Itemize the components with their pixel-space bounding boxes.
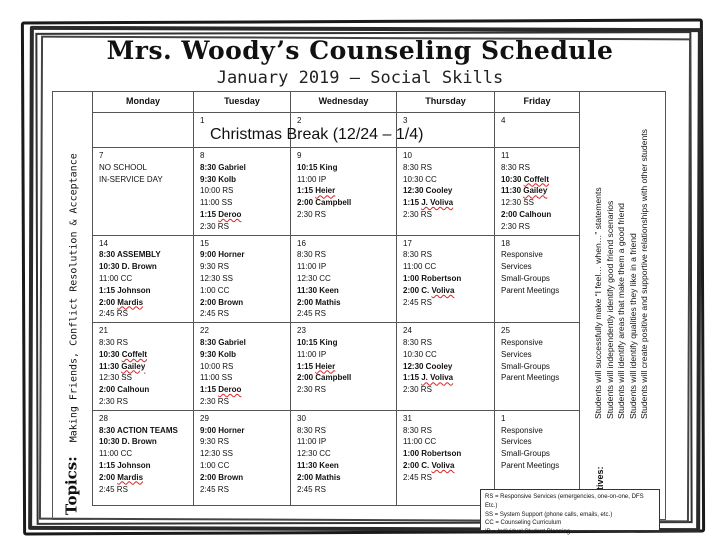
day-cell (194, 323, 291, 411)
entry-name-flagged: J. Voliva (421, 198, 454, 208)
schedule-entry (200, 209, 284, 221)
schedule-entry (297, 174, 390, 186)
day-number: 2 (297, 116, 302, 125)
entry-text: 2:30 RS (297, 385, 326, 395)
day-number: 15 (200, 238, 209, 248)
entry-name-flagged: J. Voliva (421, 373, 454, 383)
week-row (93, 235, 580, 323)
entry-text: 12:30 SS (200, 273, 233, 283)
entry-text: 2:00 C. (403, 460, 432, 470)
day-number: 14 (99, 238, 108, 248)
entry-text: 12:30 CC (297, 273, 331, 283)
schedule-entry (403, 337, 488, 349)
schedule-entry (403, 162, 488, 174)
entry-text: 2:30 RS (99, 396, 128, 406)
entry-text: 1:15 Johnson (99, 285, 151, 295)
entry-text: 1:00 Robertson (403, 449, 462, 459)
schedule-entry (99, 436, 187, 448)
entry-text: 8:30 RS (403, 250, 432, 260)
schedule-entry (99, 273, 187, 285)
schedule-entry (200, 372, 284, 384)
schedule-entry (297, 372, 390, 384)
schedule-entry (99, 460, 187, 472)
schedule-entry (99, 174, 187, 186)
entry-name-flagged: Heier (315, 186, 336, 196)
entry-text: 10:00 RS (200, 361, 234, 371)
schedule-entry (200, 396, 284, 408)
entry-text: 2:00 (99, 472, 118, 482)
entry-text: 2:30 RS (200, 396, 229, 406)
schedule-entry (99, 285, 187, 297)
schedule-entry (501, 221, 573, 233)
entry-text: 2:00 Mathis (297, 297, 341, 307)
entry-text: 1:00 CC (200, 285, 230, 295)
entry-text: 12:30 SS (501, 198, 534, 208)
day-cell (194, 410, 291, 505)
entry-text: 1:15 (403, 373, 422, 383)
entry-text: 2:45 RS (403, 472, 432, 482)
day-cell (93, 235, 194, 323)
day-cell (397, 148, 495, 236)
entry-text: 8:30 Gabriel (200, 162, 246, 172)
day-cell (93, 113, 194, 148)
day-cell (495, 323, 580, 411)
day-number: 7 (99, 151, 104, 160)
objective-item: Students will independently identify good friend scenarios (604, 200, 615, 419)
entry-text: Responsive (501, 425, 543, 435)
schedule-entry (200, 472, 284, 484)
entry-text: 12:30 Cooley (403, 186, 453, 196)
entry-text: Services (501, 349, 532, 359)
schedule-entry (99, 472, 187, 484)
schedule-entry (403, 174, 488, 186)
entry-text: 9:00 Horner (200, 425, 245, 435)
entry-text: 2:45 RS (297, 484, 326, 494)
entry-text: Responsive (501, 250, 543, 260)
schedule-entry (200, 162, 284, 174)
schedule-entry (200, 261, 284, 273)
day-number: 24 (403, 326, 412, 336)
schedule-entry (501, 209, 573, 221)
entry-text: 11:00 CC (403, 437, 437, 447)
entry-text: 2:00 Calhoun (99, 385, 150, 395)
entry-name-flagged: Deroo (218, 385, 242, 395)
schedule-entry (403, 448, 488, 460)
weekday-header-row (93, 92, 580, 113)
entry-text: IN-SERVICE DAY (99, 174, 163, 184)
schedule-entry (501, 249, 573, 261)
entry-text: 2:30 RS (403, 209, 432, 219)
entry-text: 11:00 SS (200, 373, 233, 383)
entry-text: 2:00 Brown (200, 472, 244, 482)
entry-text: 11:30 Keen (297, 460, 339, 470)
schedule-entry (403, 425, 488, 437)
schedule-entry (297, 308, 390, 320)
schedule-entry (403, 197, 488, 209)
objective-item: Students will successfully make “I feel… when…” statements (593, 186, 603, 419)
objectives-list (593, 129, 651, 419)
entry-text: 2:45 RS (99, 484, 128, 494)
entry-text: 1:15 (297, 361, 316, 371)
day-cell (194, 235, 291, 323)
entry-text: Parent Meetings (501, 285, 560, 295)
entry-name-flagged: Heier (315, 361, 336, 371)
entry-name-flagged: Mardis (117, 472, 144, 482)
entry-text: 10:30 (99, 349, 122, 359)
entry-text: 2:45 RS (99, 309, 128, 319)
entry-text: 2:00 (99, 297, 118, 307)
schedule-entry (297, 472, 390, 484)
entry-text: 8:30 ACTION TEAMS (99, 425, 178, 435)
schedule-entry (99, 484, 187, 496)
entry-text: 8:30 RS (403, 162, 432, 172)
schedule-entry (403, 297, 488, 309)
day-cell (93, 410, 194, 505)
schedule-entry (99, 361, 187, 373)
objectives-panel (585, 91, 663, 518)
entry-text: 11:00 IP (297, 349, 327, 359)
entry-text: 1:15 Johnson (99, 460, 151, 470)
day-number: 9 (297, 151, 302, 160)
day-cell (495, 113, 580, 148)
day-cell (194, 148, 291, 236)
schedule-entry (99, 396, 187, 408)
entry-text: 2:45 RS (297, 309, 326, 319)
schedule-entry (403, 273, 488, 285)
schedule-entry (297, 349, 390, 361)
day-number: 29 (200, 413, 209, 423)
schedule-entry (200, 384, 284, 396)
entry-text: 9:30 RS (200, 437, 229, 447)
schedule-entry (501, 425, 573, 437)
schedule-entry (501, 337, 573, 349)
entry-text: 2:00 Calhoun (501, 209, 552, 219)
schedule-entry (501, 436, 573, 448)
schedule-entry (200, 174, 284, 186)
schedule-entry (297, 162, 390, 174)
entry-text: 9:30 RS (200, 262, 229, 272)
schedule-entry (200, 484, 284, 496)
legend-item: SS = System Support (phone calls, emails, etc.) (485, 511, 613, 518)
day-cell (495, 235, 580, 323)
schedule-entry (403, 460, 488, 472)
entry-text: Services (501, 437, 532, 447)
legend-item: IP = Individual Student Planning (485, 529, 571, 536)
entry-text: 8:30 RS (297, 250, 326, 260)
entry-text: 10:30 (501, 174, 524, 184)
entry-text: 2:30 RS (200, 221, 229, 231)
schedule-entry (99, 249, 187, 261)
entry-text: 2:45 RS (403, 297, 432, 307)
day-cell (397, 323, 495, 411)
objective-item: Students will create positive and supportive relationships with other students (639, 128, 649, 419)
schedule-entry (200, 273, 284, 285)
schedule-entry (501, 197, 573, 209)
schedule-entry (200, 185, 284, 197)
entry-text: 8:30 RS (403, 337, 432, 347)
schedule-entry (403, 249, 488, 261)
entry-text: 8:30 RS (99, 337, 128, 347)
schedule-entry (99, 308, 187, 320)
schedule-entry (99, 384, 187, 396)
schedule-entry (200, 308, 284, 320)
weekday-header: Wednesday (291, 92, 397, 113)
schedule-entry (297, 425, 390, 437)
schedule-entry (403, 261, 488, 273)
week-row (93, 323, 580, 411)
entry-text: 10:30 D. Brown (99, 262, 157, 272)
entry-text: 10:30 CC (403, 174, 437, 184)
entry-name-flagged: Gailey (121, 361, 146, 371)
entry-text: 10:15 King (297, 162, 338, 172)
entry-text: 11:30 (99, 361, 122, 371)
entry-text: 10:00 RS (200, 186, 234, 196)
schedule-entry (200, 361, 284, 373)
schedule-entry (99, 372, 187, 384)
day-number: 1 (200, 116, 205, 125)
entry-text: 1:00 CC (200, 460, 230, 470)
objective-item: Students will identify qualities they like in a friend (627, 232, 638, 419)
schedule-entry (99, 337, 187, 349)
day-cell (397, 235, 495, 323)
topics-label: Topics: (62, 455, 81, 515)
schedule-entry (297, 337, 390, 349)
day-number: 25 (501, 326, 510, 336)
entry-text: 9:30 Kolb (200, 349, 237, 359)
entry-name-flagged: Gailey (523, 186, 548, 196)
entry-text: 2:30 RS (403, 385, 432, 395)
schedule-entry (297, 261, 390, 273)
entry-text: Responsive (501, 337, 543, 347)
entry-text: 12:30 CC (297, 449, 331, 459)
schedule-entry (99, 349, 187, 361)
day-cell (291, 235, 397, 323)
day-number: 18 (501, 238, 510, 248)
entry-text: 11:00 CC (99, 273, 133, 283)
day-number: 3 (403, 116, 408, 125)
schedule-entry (403, 361, 488, 373)
entry-text: 11:00 SS (200, 198, 233, 208)
schedule-entry (200, 221, 284, 233)
entry-text: 2:45 RS (200, 484, 229, 494)
schedule-entry (99, 425, 187, 437)
schedule-entry (297, 460, 390, 472)
entry-text: 8:30 RS (403, 425, 432, 435)
weekday-header: Friday (495, 92, 580, 113)
schedule-entry (403, 472, 488, 484)
schedule-entry (403, 209, 488, 221)
entry-text: 2:00 Mathis (297, 472, 341, 482)
entry-text: NO SCHOOL (99, 162, 148, 172)
day-number: 21 (99, 326, 108, 336)
entry-name-flagged: Mardis (117, 297, 144, 307)
schedule-entry (200, 448, 284, 460)
day-number: 30 (297, 413, 306, 423)
weekday-header: Tuesday (194, 92, 291, 113)
day-number: 8 (200, 151, 205, 160)
schedule-entry (99, 162, 187, 174)
entry-name-flagged: Coffelt (121, 349, 148, 359)
entry-text: 2:45 RS (200, 309, 229, 319)
day-number: 4 (501, 116, 506, 125)
schedule-entry (501, 349, 573, 361)
day-cell (495, 148, 580, 236)
entry-text: 10:30 CC (403, 349, 437, 359)
schedule-entry (297, 361, 390, 373)
day-cell (291, 323, 397, 411)
schedule-entry (501, 174, 573, 186)
entry-text: 2:30 RS (297, 209, 326, 219)
day-cell (291, 410, 397, 505)
schedule-entry (403, 436, 488, 448)
schedule-entry (200, 197, 284, 209)
entry-name-flagged: Voliva (431, 285, 455, 295)
week-row (93, 148, 580, 236)
schedule-entry (501, 285, 573, 297)
schedule-entry (501, 273, 573, 285)
schedule-entry (297, 448, 390, 460)
schedule-entry (403, 185, 488, 197)
entry-text: Parent Meetings (501, 373, 560, 383)
schedule-entry (297, 209, 390, 221)
entry-text: Small-Groups (501, 361, 550, 371)
day-number: 1 (501, 413, 506, 423)
christmas-break-label: Christmas Break (12/24 – 1/4) (210, 126, 424, 143)
schedule-entry (297, 484, 390, 496)
page-title: Mrs. Woody’s Counseling Schedule (106, 36, 614, 65)
entry-text: 11:00 CC (403, 262, 437, 272)
schedule-entry (297, 249, 390, 261)
day-number: 31 (403, 413, 412, 423)
schedule-entry (297, 285, 390, 297)
schedule-entry (403, 372, 488, 384)
schedule-entry (99, 261, 187, 273)
entry-text: 2:00 C. (403, 285, 432, 295)
entry-text: Small-Groups (501, 273, 550, 283)
day-cell (291, 148, 397, 236)
entry-text: 11:00 IP (297, 437, 327, 447)
schedule-entry (200, 349, 284, 361)
objective-item: Students will identify areas that make them a good friend (616, 202, 626, 419)
schedule-entry (403, 349, 488, 361)
entry-text: 11:00 CC (99, 449, 133, 459)
schedule-entry (297, 197, 390, 209)
entry-text: 2:00 Campbell (297, 198, 352, 208)
entry-text: 11:30 (501, 186, 524, 196)
entry-name-flagged: Coffelt (523, 174, 550, 184)
entry-text: 2:00 Campbell (297, 373, 352, 383)
schedule-entry (200, 297, 284, 309)
entry-text: 1:15 (403, 198, 422, 208)
schedule-entry (200, 249, 284, 261)
schedule-entry (297, 273, 390, 285)
schedule-entry (297, 185, 390, 197)
day-number: 22 (200, 326, 209, 336)
page-subtitle: January 2019 – Social Skills (216, 68, 504, 88)
weekday-header: Thursday (397, 92, 495, 113)
schedule-entry (200, 285, 284, 297)
schedule-entry (297, 297, 390, 309)
entry-text: 8:30 ASSEMBLY (99, 250, 161, 260)
schedule-entry (297, 384, 390, 396)
schedule-entry (501, 261, 573, 273)
entry-text: Services (501, 262, 532, 272)
entry-text: 9:00 Horner (200, 250, 245, 260)
entry-text: 9:30 Kolb (200, 174, 237, 184)
entry-text: 2:00 Brown (200, 297, 244, 307)
schedule-entry (501, 361, 573, 373)
entry-text: Small-Groups (501, 449, 550, 459)
day-number: 10 (403, 151, 412, 160)
entry-text: 1:15 (297, 186, 316, 196)
entry-text: 8:30 RS (297, 425, 326, 435)
schedule-entry (99, 297, 187, 309)
weekday-header: Monday (93, 92, 194, 113)
schedule-entry (200, 436, 284, 448)
day-number: 17 (403, 238, 412, 248)
entry-name-flagged: Voliva (431, 460, 455, 470)
entry-text: 1:15 (200, 209, 219, 219)
entry-text: 8:30 Gabriel (200, 337, 246, 347)
entry-text: 10:30 D. Brown (99, 437, 157, 447)
legend-item: RS = Responsive Services (emergencies, one-on-one, DFS Etc.) (485, 494, 644, 509)
entry-text: 8:30 RS (501, 162, 530, 172)
calendar-table (92, 91, 580, 506)
legend-box (480, 489, 660, 536)
entry-text: 12:30 SS (99, 373, 132, 383)
day-number: 11 (501, 151, 510, 160)
day-cell (93, 323, 194, 411)
entry-name-flagged: Deroo (218, 209, 242, 219)
entry-text: 10:15 King (297, 337, 338, 347)
schedule-entry (501, 448, 573, 460)
entry-text: 11:00 IP (297, 262, 327, 272)
schedule-entry (297, 436, 390, 448)
day-number: 16 (297, 238, 306, 248)
schedule-entry (403, 384, 488, 396)
topics-text: Making Friends, Conflict Resolution & Acceptance (68, 152, 80, 442)
entry-text: 12:30 SS (200, 449, 233, 459)
schedule-entry (99, 448, 187, 460)
day-number: 23 (297, 326, 306, 336)
day-number: 28 (99, 413, 108, 423)
entry-text: 1:15 (200, 385, 219, 395)
topics-panel (54, 91, 90, 518)
legend-item: CC = Counseling Curriculum (485, 520, 562, 527)
entry-text: Parent Meetings (501, 460, 560, 470)
schedule-entry (200, 460, 284, 472)
schedule-entry (501, 372, 573, 384)
entry-text: 11:00 IP (297, 174, 327, 184)
entry-text: 12:30 Cooley (403, 361, 453, 371)
entry-text: 11:30 Keen (297, 285, 339, 295)
schedule-entry (501, 460, 573, 472)
day-cell (93, 148, 194, 236)
entry-text: 2:30 RS (501, 221, 530, 231)
schedule-entry (501, 185, 573, 197)
schedule-entry (200, 337, 284, 349)
schedule-entry (200, 425, 284, 437)
schedule-entry (403, 285, 488, 297)
schedule-entry (501, 162, 573, 174)
entry-text: 1:00 Robertson (403, 273, 462, 283)
